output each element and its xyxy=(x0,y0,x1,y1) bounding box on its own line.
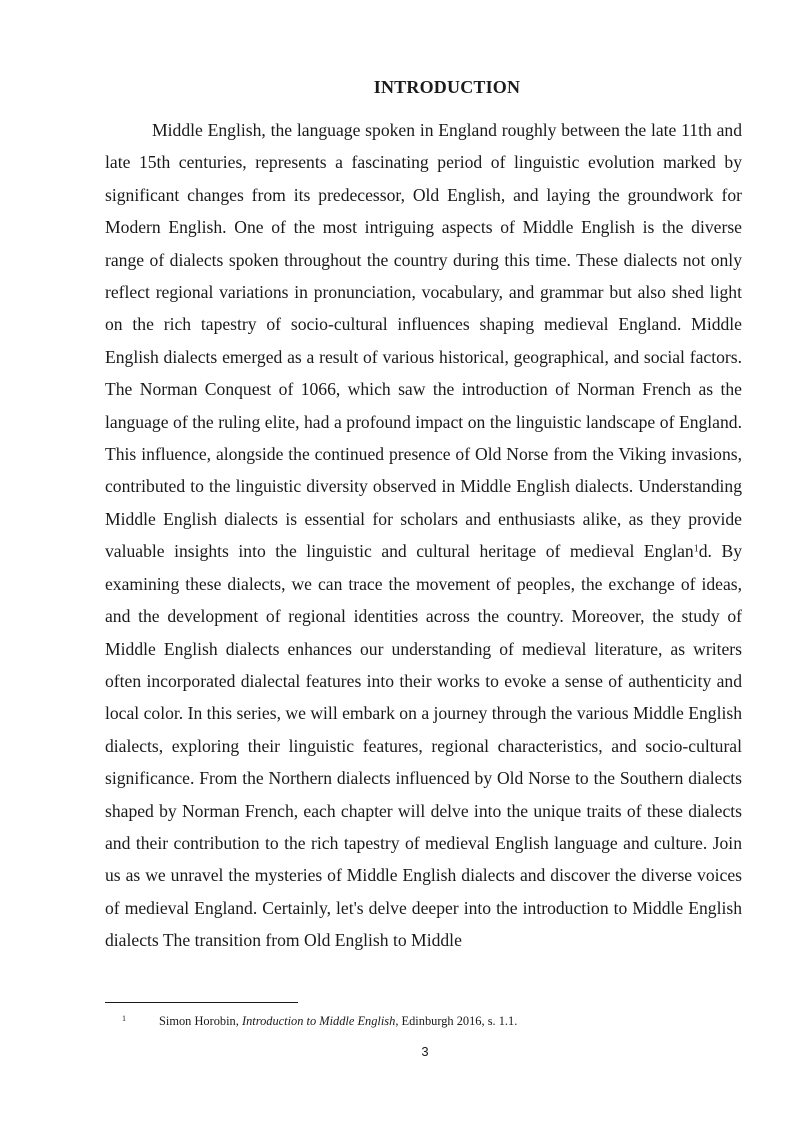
body-text-part-2: d. By examining these dialects, we can trace the movement of peoples, the exchange of ideas, and the development of regional identities across the country. Moreover, the study of Middle English dialects enhances our understanding of medieval literature, as writers often incorporated dialectal features into their works to evoke a sense of authenticity and local color. In this series, we will embark on a journey through the various Middle English dialects, exploring their linguistic features, regional characteristics, and socio-cultural significance. From the Northern dialects influenced by Old Norse to the Southern dialects shaped by Norman French, each chapter will delve into the unique traits of these dialects and their contribution to the rich tapestry of medieval English language and culture. Join us as we unravel the mysteries of Middle English dialects and discover the diverse voices of medieval England. Certainly, let's delve deeper into the introduction to Middle English dialects The transition from Old English to Middle xyxy=(105,541,742,951)
footnote-reference[interactable]: 1 xyxy=(693,543,699,555)
body-text-part-1: Middle English, the language spoken in England roughly between the late 11th and late 15th centuries, represents a fascinating period of linguistic evolution marked by significant changes from its predecessor, Old English, and laying the groundwork for Modern English. One of the most intriguing aspects of Middle English is the diverse range of dialects spoken throughout the country during this time. These dialects not only reflect regional variations in pronunciation, vocabulary, and grammar but also shed light on the rich tapestry of socio-cultural influences shaping medieval England. Middle English dialects emerged as a result of various historical, geographical, and social factors. The Norman Conquest of 1066, which saw the introduction of Norman French as the language of the ruling elite, had a profound impact on the linguistic landscape of England. This influence, alongside the continued presence of Old Norse from the Viking invasions, contributed to the linguistic diversity observed in Middle English dialects. Understanding Middle English dialects is essential for scholars and enthusiasts alike, as they provide valuable insights into the linguistic and cultural heritage of medieval Englan xyxy=(105,120,742,562)
footnote-work-title: Introduction to Middle English xyxy=(241,1014,396,1028)
footnote-author: Simon Horobin, xyxy=(159,1014,242,1028)
footnote: 1 Simon Horobin, Introduction to Middle English, Edinburgh 2016, s. 1.1. xyxy=(122,1014,518,1028)
page-number: 3 xyxy=(421,1044,429,1059)
footnote-details: , Edinburgh 2016, s. 1.1. xyxy=(395,1014,518,1028)
page-title: INTRODUCTION xyxy=(373,77,521,97)
body-paragraph xyxy=(105,114,742,957)
footnote-divider xyxy=(105,1002,298,1003)
